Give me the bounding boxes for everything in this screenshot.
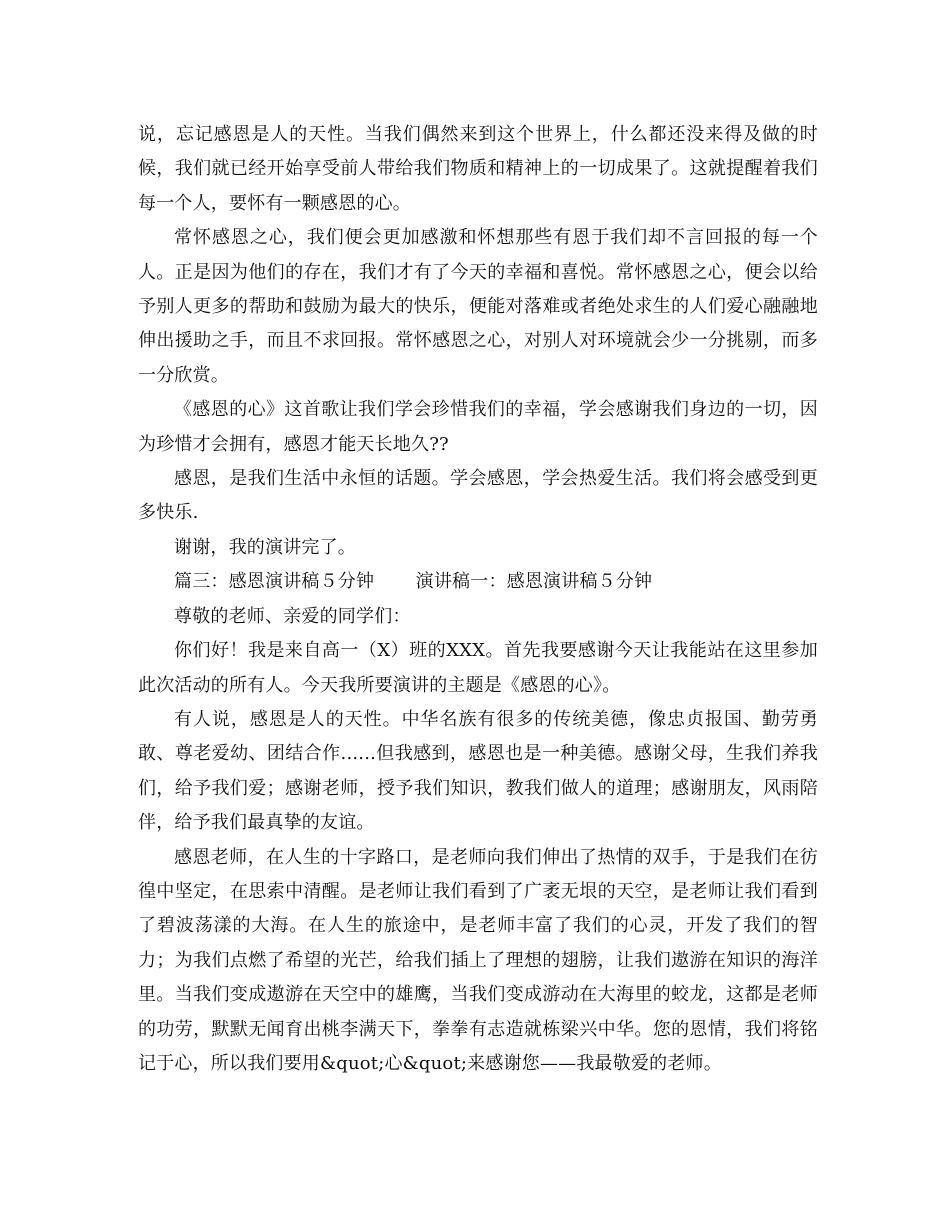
- paragraph-7: 有人说，感恩是人的天性。中华名族有很多的传统美德，像忠贞报国、勤劳勇敢、尊老爱幼、团结合作......但我感到，感恩也是一种美德。感谢父母，生我们养我们，给予我们爱；感谢老师，授予我们知识，教我们做人的道理；感谢朋友，风雨陪伴，给予我们最真挚的友谊。: [138, 708, 818, 834]
- paragraph-5: 谢谢，我的演讲完了。: [174, 536, 356, 558]
- salutation: 尊敬的老师、亲爱的同学们：: [174, 605, 411, 627]
- paragraph-3: 《感恩的心》这首歌让我们学会珍惜我们的幸福，学会感谢我们身边的一切，因为珍惜才会拥有，感恩才能天长地久??: [138, 399, 818, 455]
- paragraph-2: 常怀感恩之心，我们便会更加感激和怀想那些有恩于我们却不言回报的每一个人。正是因为他们的存在，我们才有了今天的幸福和喜悦。常怀感恩之心，便会以给予别人更多的帮助和鼓励为最大的快乐，便能对落难或者绝处求生的人们爱心融融地伸出援助之手，而且不求回报。常怀感恩之心，对别人对环境就会少一分挑剔，而多一分欣赏。: [138, 227, 818, 386]
- section-heading: 篇三：感恩演讲稿５分钟 演讲稿一：感恩演讲稿５分钟: [174, 571, 653, 593]
- paragraph-6: 你们好！我是来自高一（X）班的XXX。首先我要感谢今天让我能站在这里参加此次活动的所有人。今天我所要演讲的主题是《感恩的心》。: [138, 640, 818, 696]
- paragraph-4: 感恩，是我们生活中永恒的话题。学会感恩，学会热爱生活。我们将会感受到更多快乐.: [138, 468, 818, 524]
- paragraph-1: 说，忘记感恩是人的天性。当我们偶然来到这个世界上，什么都还没来得及做的时候，我们就已经开始享受前人带给我们物质和精神上的一切成果了。这就提醒着我们每一个人，要怀有一颗感恩的心。: [138, 124, 818, 214]
- document-body: [138, 118, 818, 1081]
- paragraph-8: 感恩老师，在人生的十字路口，是老师向我们伸出了热情的双手，于是我们在彷徨中坚定，在思索中清醒。是老师让我们看到了广袤无垠的天空，是老师让我们看到了碧波荡漾的大海。在人生的旅途中，是老师丰富了我们的心灵，开发了我们的智力；为我们点燃了希望的光芒，给我们插上了理想的翅膀，让我们遨游在知识的海洋里。当我们变成遨游在天空中的雄鹰，当我们变成游动在大海里的蛟龙，这都是老师的功劳，默默无闻育出桃李满天下，拳拳有志造就栋梁兴中华。您的恩情，我们将铭记于心，所以我们要用&quot;心&quot;来感谢您——我最敬爱的老师。: [138, 846, 818, 1074]
